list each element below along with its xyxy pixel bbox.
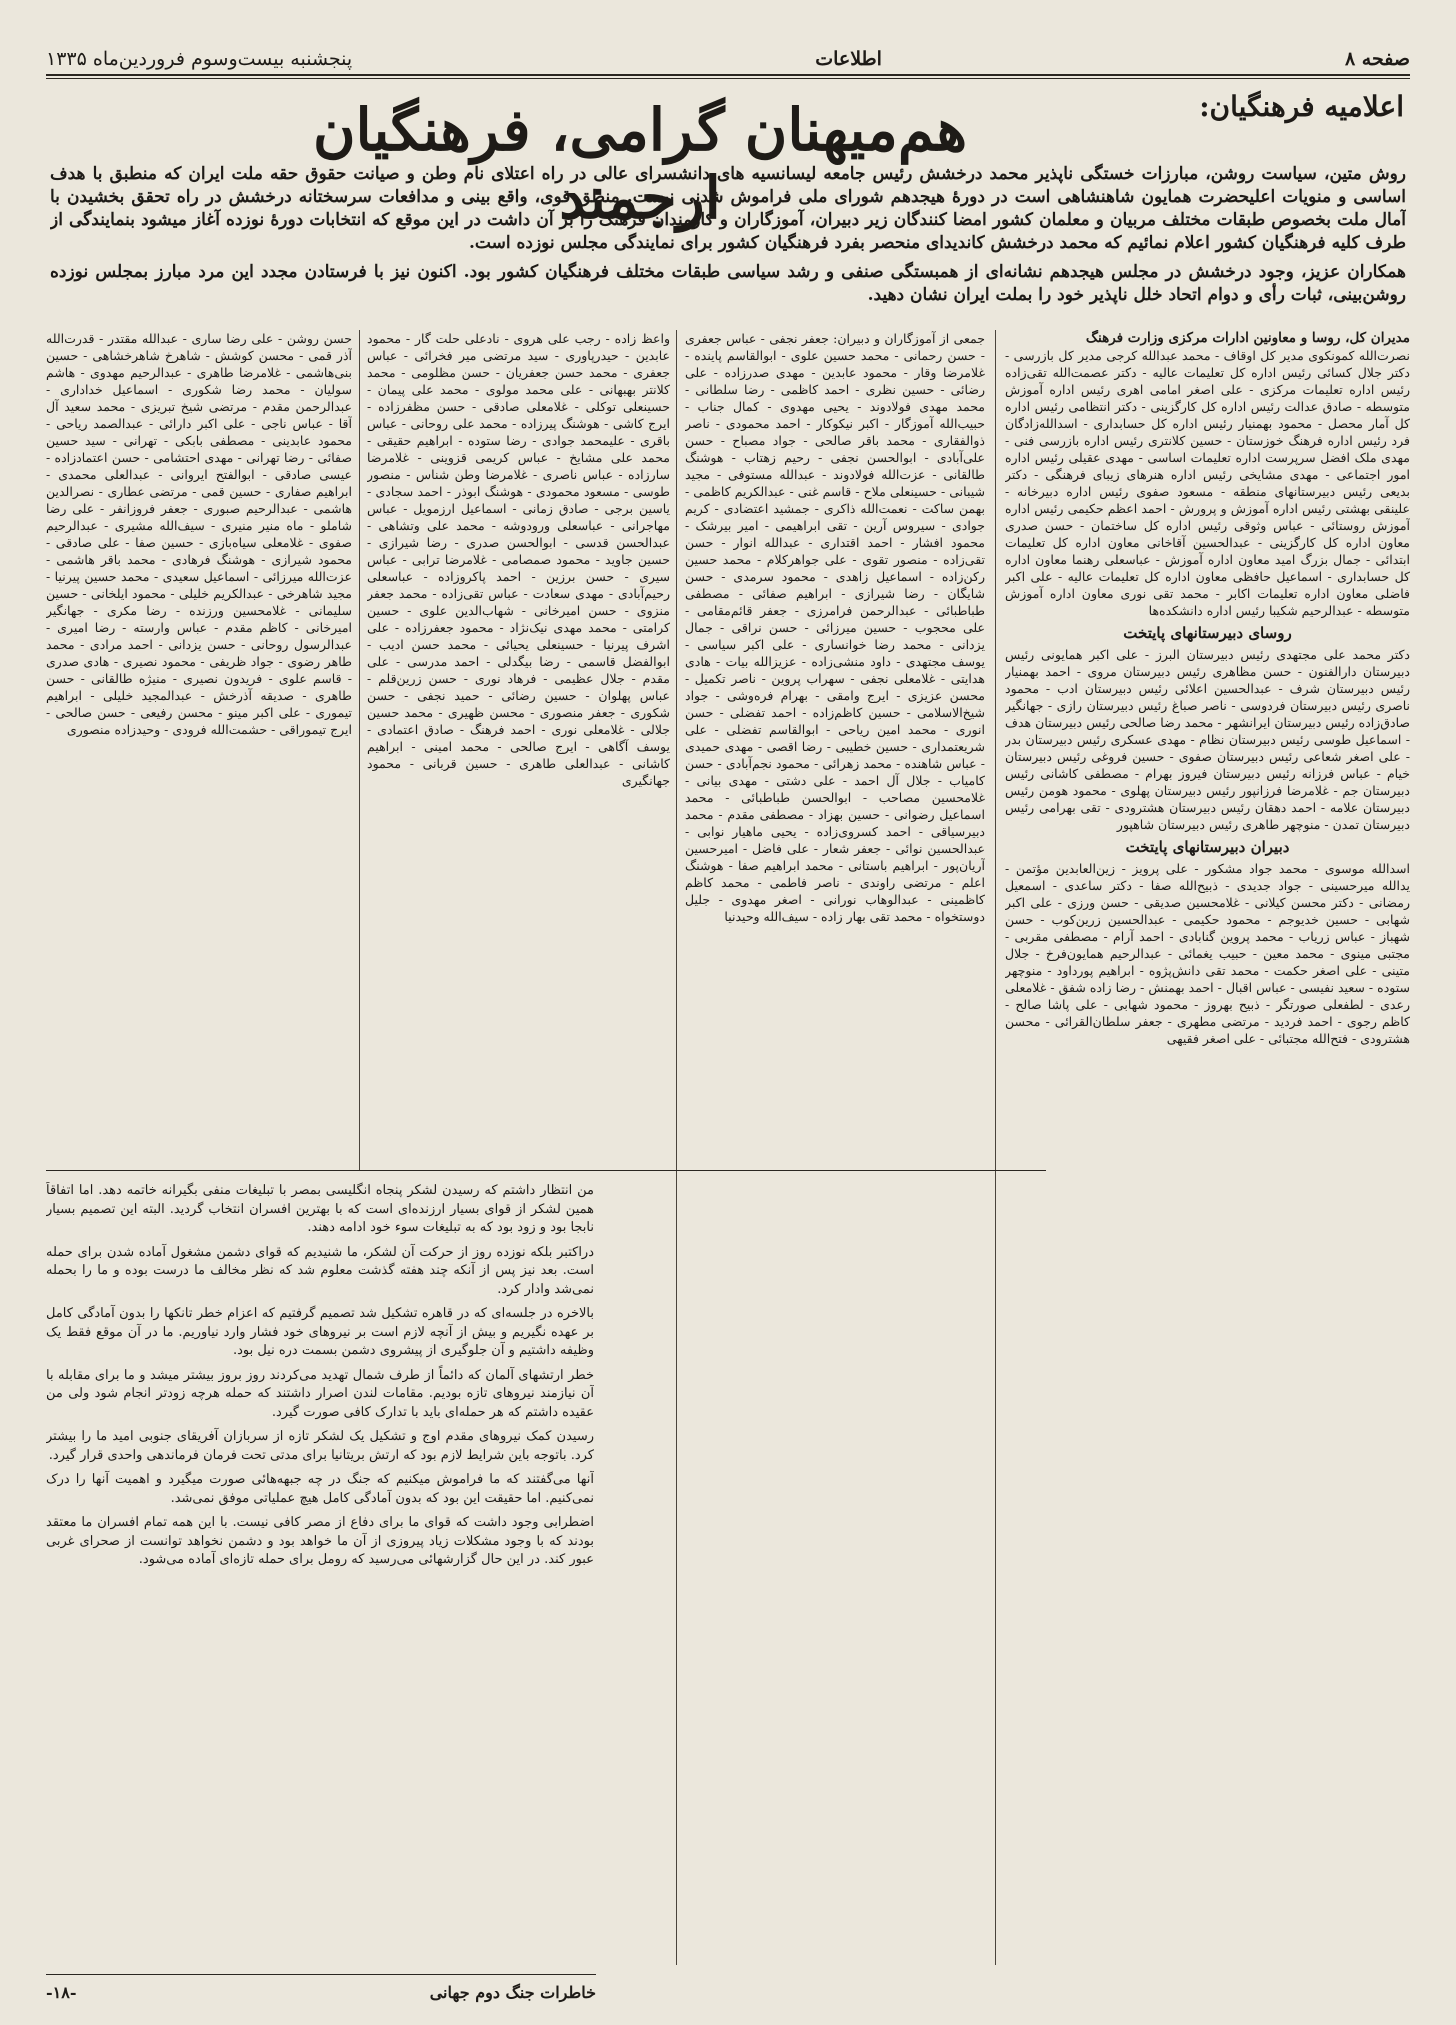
lead-paragraph: روش متین، سیاست روشن، مبارزات خستگی ناپذیر محمد درخشش رئیس جامعه لیسانسیه های دانشسرای عالی در راه اعتلای نام وطن و صیانت حقوق حقه ملت ایران که منطبق با هدف اساسی و منویات اعلیحضرت همایون شاهنشاهی است در دورهٔ هیجدهم شورای ملی فراموش شدنی نیست. منطق قوی، واقع بینی و مدافعات سرسختانه درخشش در راه تحقق بخشیدن با آمال ملت بخصوص طبقات مختلف مربیان و معلمان کشور امضا کنندگان زیر دبیران، آموزگاران و کارمندان فرهنگ را بر آن داشت در این موقع که انتخابات دورهٔ نوزده آغاز میشود بنمایندگی از طرف کلیه فرهنگیان کشور اعلام نمائیم که محمد درخشش کاندیدای منحصر بفرد فرهنگیان کشور برای نمایندگی مجلس نوزده است. xyxy=(50,164,1406,253)
signatory-list: جمعی از آموزگاران و دبیران: جعفر نجفی - عباس جعفری - حسن رحمانی - محمد حسین علوی - ابوالقاسم پاینده - غلامرضا وقار - محمود عابدین - مهدی صدرزاده - علی رضائی - حسین نظری - احمد کاظمی - رضا سلطانی - محمد مهدی فولادوند - یحیی مهدوی - کمال جناب - حبیب‌الله آموزگار - اکبر نیکوکار - احمد محمودی - ناصر ذوالفقاری - محمد باقر صالحی - جواد مصباح - حسن علی‌آبادی - ابوالحسن نجفی - رحیم زهتاب - هوشنگ طالقانی - عزت‌الله فولادوند - عبدالله مستوفی - مجید شیبانی - حسینعلی ملاح - قاسم غنی - عبدالکریم کاظمی - بهمن ساکت - نعمت‌الله ذاکری - جمشید اعتضادی - کریم جوادی - سیروس آرین - تقی ابراهیمی - امیر بیرشک - محمود افشار - احمد اقتداری - عبدالله انوار - حسن تقی‌زاده - منصور تقوی - علی جواهرکلام - محمد حسین رکن‌زاده - اسماعیل زاهدی - محمود سرمدی - حسن شایگان - رضا شیرازی - ابراهیم صفائی - مصطفی طباطبائی - عبدالرحمن فرامرزی - جعفر قائم‌مقامی - علی محجوب - حسین میرزائی - حسن نراقی - جمال یزدانی - محمد رضا خوانساری - علی اکبر سیاسی - یوسف مجتهدی - داود منشی‌زاده - عزیزالله بیات - هادی هدایتی - غلامعلی نجفی - سهراب پروین - ناصر تکمیل - محسن عزیزی - ایرج وامقی - بهرام فره‌وشی - جواد شیخ‌الاسلامی - حسین کاظم‌زاده - احمد تفضلی - حسن انوری - محمد امین ریاحی - ابوالقاسم تفضلی - علی شریعتمداری - حسین خطیبی - رضا اقصی - مهدی حمیدی - عباس شاهنده - محمد زهرائی - محمود نجم‌آبادی - حسن کامیاب - جلال آل احمد - علی دشتی - مهدی بیانی - غلامحسین مصاحب - ابوالحسن طباطبائی - محمد اسماعیل رضوانی - حسین بهزاد - مصطفی مقدم - محمد دبیرسیاقی - احمد کسروی‌زاده - یحیی ماهیار نوابی - عبدالحسین نوائی - جعفر شعار - علی فاضل - امیرحسین آریان‌پور - ابراهیم باستانی - محمد ابراهیم صفا - هوشنگ اعلم - مرتضی راوندی - ناصر فاطمی - محمد کاظم کاظمینی - عبدالوهاب نورانی - اصغر مهدوی - جلیل دوستخواه - محمد تقی بهار زاده - سیف‌الله وحیدنیا xyxy=(685,331,985,924)
war-memoir-story xyxy=(46,1182,594,1965)
column-subheading: دبیران دبیرستانهای پایتخت xyxy=(1125,838,1290,856)
story-page-number: -۱۸- xyxy=(46,1982,77,2002)
column-signatories-4 xyxy=(46,330,352,1160)
paper-name: اطلاعات xyxy=(815,48,882,70)
story-divider xyxy=(46,1170,1046,1171)
story-paragraph: بالاخره در جلسه‌ای که در قاهره تشکیل شد تصمیم گرفتیم که اعزام خطر تانکها را بدون آمادگی کامل بر عهده نگیریم و بیش از آنچه لازم است بر نیروهای خود فشار وارد نیاوریم. ما در آن موقع فقط یک وظیفه داشتیم و آن جلوگیری از پیشروی دشمن بسمت دره نیل بود. xyxy=(46,1306,594,1358)
column-divider xyxy=(676,330,677,1965)
date-line: پنجشنبه بیست‌وسوم فروردین‌ماه ۱۳۳۵ xyxy=(46,48,353,70)
section-label: اعلامیه فرهنگیان: xyxy=(1199,90,1404,123)
column-signatories-3 xyxy=(367,330,670,1160)
story-paragraph: من انتظار داشتم که رسیدن لشکر پنجاه انگلیسی بمصر با تبلیغات منفی بگیرانه خاتمه دهد. اما اتفاقاً همین لشکر از قوای بسیار ارزنده‌ای است که با بهترین افسران انتخاب گردید. البته این تصمیم بسیار نابجا بود و زود بود که به تبلیغات سوء خود ادامه دهند. xyxy=(46,1183,594,1235)
page-number: صفحه ۸ xyxy=(1344,48,1410,70)
signatory-list: اسدالله موسوی - محمد جواد مشکور - علی پرویز - زین‌العابدین مؤتمن - یدالله میرحسینی - جواد جدیدی - ذبیح‌الله صفا - دکتر ساعدی - اسمعیل رمضانی - دکتر محسن کیلانی - غلامحسین صدیقی - حسن ورزی - علی اکبر شهابی - حسین خدیوجم - محمود حکیمی - عبدالحسین زرین‌کوب - حسن شهباز - عباس زریاب - محمد پروین گنابادی - احمد آرام - مصطفی مقربی - مجتبی مینوی - محمد معین - حبیب یغمائی - عبدالرحیم همایون‌فرخ - جلال متینی - علی اصغر حکمت - محمد تقی دانش‌پژوه - ابراهیم پورداود - منوچهر ستوده - سعید نفیسی - عباس اقبال - احمد بهمنش - رضا زاده شفق - غلامعلی رعدی - لطفعلی صورتگر - ذبیح بهروز - محمود شهابی - علی پاشا صالح - کاظم رجوی - احمد فردید - مرتضی مطهری - جعفر سلطان‌القرائی - محسن هشترودی - فتح‌الله مجتبائی - علی اصغر فقیهی xyxy=(1005,861,1410,1046)
lead-statement xyxy=(50,163,1406,323)
signatory-list: دکتر محمد علی مجتهدی رئیس دبیرستان البرز - علی اکبر همایونی رئیس دبیرستان دارالفنون - حسن مظاهری رئیس دبیرستان مروی - احمد بهمنیار رئیس دبیرستان شرف - عبدالحسین اعلائی رئیس دبیرستان ادب - محمود ناصری رئیس دبیرستان فردوسی - ناصر صباغ رئیس دبیرستان رازی - جهانگیر صادق‌زاده رئیس دبیرستان ایرانشهر - محمد رضا صالحی رئیس دبیرستان هدف - اسماعیل طوسی رئیس دبیرستان نظام - مهدی عسکری رئیس دبیرستان بدر - علی اصغر شعاعی رئیس دبیرستان صفوی - حسین فروغی رئیس دبیرستان خیام - عباس فرزانه رئیس دبیرستان فیروز بهرام - مصطفی کاشانی رئیس دبیرستان جم - غلامرضا فرزانپور رئیس دبیرستان پهلوی - محمود هومن رئیس دبیرستان علامه - احمد دهقان رئیس دبیرستان هشترودی - تقی بهرامی رئیس دبیرستان تمدن - منوچهر طاهری رئیس دبیرستان شاهپور xyxy=(1005,647,1410,832)
story-paragraph: رسیدن کمک نیروهای مقدم اوج و تشکیل یک لشکر تازه از سربازان آفریقای جنوبی امید ما را بیشتر کرد. باتوجه باین شرایط لازم بود که ارتش بریتانیا برای مدتی تحت فرمان فرماندهی واحدی قرار گیرد. xyxy=(46,1429,594,1463)
column-divider xyxy=(359,330,360,1170)
story-paragraph: خطر ارتشهای آلمان که دائماً از طرف شمال تهدید می‌کردند روز بروز بیشتر میشد و ما برای مقابله با آن نیازمند نیروهای تازه بودیم. مقامات لندن اصرار داشتند که حمله هرچه زودتر انجام شود ولی من عقیده داشتم که هر حمله‌ای باید با تدارک کافی صورت گیرد. xyxy=(46,1367,594,1420)
story-title: خاطرات جنگ دوم جهانی xyxy=(429,1982,596,2002)
lead-paragraph: همکاران عزیز، وجود درخشش در مجلس هیجدهم نشانه‌ای از همبستگی صنفی و رشد سیاسی طبقات مختلف فرهنگیان کشور بود. اکنون نیز با فرستادن مجدد این مرد مبارز بمجلس نوزده روشن‌بینی، ثبات رأی و دوام اتحاد خلل ناپذیر خود را بملت ایران نشان دهید. xyxy=(50,262,1406,305)
headline: هم‌میهنان گرامی، فرهنگیان ارجمند xyxy=(312,96,968,232)
column-heading: مدیران کل، روسا و معاونین ادارات مرکزی وزارت فرهنگ xyxy=(1085,330,1410,346)
story-paragraph: دراکتبر بلکه نوزده روز از حرکت آن لشکر، ما شنیدیم که قوای دشمن مشغول آماده شدن برای حمله است. بعد نیز پس از آنکه چند هفته گذشت معلوم شد که نظر مخالف ما درست بوده و ما را بحمله نمی‌شد وادار کرد. xyxy=(46,1244,594,1297)
column-teachers xyxy=(685,330,985,1965)
story-footer xyxy=(46,1974,596,2009)
signatory-columns xyxy=(46,330,1410,2002)
signatory-list: نصرت‌الله کمونکوی مدیر کل اوقاف - محمد عبدالله کرجی مدیر کل بازرسی - دکتر جلال کسائی رئیس اداره کل تعلیمات عالیه - دکتر عصمت‌الله تقی‌زاده رئیس اداره تعلیمات مرکزی - علی اصغر امامی اهری رئیس اداره آموزش متوسطه - صادق عدالت رئیس اداره کل کارگزینی - دکتر انتظامی رئیس اداره کل آمار محصل - محمود بهمنیار رئیس اداره کل حسابداری - اسدالله‌زادگان فرد رئیس اداره فرهنگ خوزستان - حسین کلانتری رئیس اداره بازرسی فنی - مهدی ملک افضل سرپرست اداره تعلیمات اساسی - مهدی عقیلی رئیس اداره امور اجتماعی - مهدی مشایخی رئیس اداره هنرهای زیبای فرهنگی - دکتر بدیعی رئیس دبیرستانهای منطقه - مسعود صفوی رئیس اداره دبیرخانه - علینقی بهشتی رئیس اداره آموزش و پرورش - احمد اعظم حکیمی رئیس اداره آموزش روستائی - عباس وثوقی رئیس اداره کل ساختمان - حسن صدری معاون اداره کل کارگزینی - عبدالحسین آقاخانی معاون اداره کل تعلیمات ابتدائی - جمال بزرگ امید معاون اداره آموزش - عباسعلی رهنما معاون اداره کل حسابداری - اسماعیل حافظی معاون اداره کل تعلیمات عالیه - علی اکبر فاضلی معاون اداره تعلیمات اکابر - محمد تقی نوری معاون اداره آموزش متوسطه - عبدالرحیم شکیبا رئیس اداره دانشکده‌ها xyxy=(1005,348,1410,618)
signatory-list: واعظ زاده - رجب علی هروی - نادعلی حلت گار - محمود عابدین - حیدرپاوری - سید مرتضی میر فخرائی - عباس جعفری - محمد حسن جعفریان - حسن مظلومی - محمد کلانتر بهبهانی - علی محمد مولوی - محمد علی پیمان - حسینعلی توکلی - غلامعلی صادقی - حسن مظفرزاده - ایرج کاشی - هوشنگ پیرزاده - محمد علی روحانی - عباس باقری - علیمحمد جوادی - رضا ستوده - ابراهیم حقیقی - محمد علی مشایخ - عباس کریمی قزوینی - غلامرضا سارزاده - عباس ناصری - غلامرضا وطن شناس - منصور طوسی - مسعود محمودی - هوشنگ ابوذر - احمد سجادی - یاسین برجی - صادق زمانی - اسماعیل ارزمویل - عباس مهاجرانی - عباسعلی ورودوشه - محمد علی وتشاهی - عبدالحسن قدسی - ابوالحسن صدری - رضا شیرازی - حسین جاوید - محمود صمصامی - غلامرضا ترابی - عباس سیری - حسن برزین - احمد پاکروزاده - عباسعلی رحیم‌آبادی - مهدی سعادت - عباس تقی‌زاده - محمد جعفر منزوی - حسن امیرخانی - شهاب‌الدین علوی - حسین کرامتی - محمد مهدی نیک‌نژاد - محمود جعفرزاده - علی اشرف پیرنیا - حسینعلی یحیائی - محمد حسن ادیب - ابوالفضل قاسمی - رضا بیگدلی - احمد مدرسی - علی مقدم - جلال عظیمی - فرهاد نوری - حسن زرین‌قلم - عباس پهلوان - حسین رضائی - حمید نجفی - حسن شکوری - جعفر منصوری - محسن ظهیری - محمد حسین جلالی - غلامعلی نوری - احمد فرهنگ - صادق اعتمادی - یوسف آگاهی - ایرج صالحی - محمد امینی - ابراهیم کاشانی - عبدالعلی طاهری - حسین قربانی - محمود جهانگیری xyxy=(367,331,670,788)
story-paragraph: اضطرابی وجود داشت که قوای ما برای دفاع از مصر کافی نیست. با این همه تمام افسران ما معتقد بودند که با وجود مشکلات زیاد پیروزی از آن ما خواهد بود و دشمن نخواهد توانست از صحرای غربی عبور کند. در این حال گزارشهائی می‌رسید که رومل برای حمله تازه‌ای آماده می‌شود. xyxy=(46,1515,594,1567)
signatory-list: حسن روشن - علی رضا ساری - عبدالله مقتدر - قدرت‌الله آذر قمی - محسن کوشش - شاهرخ شاهرخشاهی - حسین بنی‌هاشمی - غلامرضا طاهری - عبدالرحیم مهدوی - هاشم سولیان - محمد رضا شکوری - اسماعیل خداداری - عبدالرحمن مقدم - مرتضی شیخ تبریزی - محمد سعید آل آقا - عباس ناجی - علی اکبر دارائی - عبدالصمد ریاحی - محمود عابدینی - مصطفی بابکی - تهرانی - سید حسین صفائی - رضا تهرانی - مهدی احتشامی - حسن اعتمادزاده - عیسی صادقی - ابوالفتح ایروانی - عبدالعلی محمدی - ابراهیم صفاری - حسین قمی - مرتضی عطاری - نصرالدین هاشمی - عبدالرحیم صبوری - جعفر فروزانفر - علی رضا شاملو - ماه منیر منیری - سیف‌الله مشیری - عبدالرحیم صفوی - غلامعلی سیاه‌بازی - حسین صفا - علی صادقی - محمود شیرازی - هوشنگ فرهادی - محمد باقر هاشمی - عزت‌الله میرزائی - اسماعیل سعیدی - محمد حسین پیرنیا - مجید شاهرخی - عبدالکریم خلیلی - محمود ایلخانی - حسین سلیمانی - غلامحسین ورزنده - رضا مکری - جهانگیر امیرخانی - کاظم مقدم - عباس وارسته - رضا امیری - عبدالرسول روحانی - حسن یزدانی - احمد مرادی - محمد طاهر رضوی - جواد ظریفی - محمود نصیری - هادی صدری - قاسم علوی - فریدون نصیری - منیژه طالقانی - حسن طاهری - صدیقه آذرخش - عبدالمجید خلیلی - ابراهیم تیموری - علی اکبر مینو - محسن رفیعی - حسن صالحی - ایرج تیموراقی - حشمت‌الله فرودی - وحیدزاده منصوری xyxy=(46,331,352,737)
column-subheading: روسای دبیرستانهای پایتخت xyxy=(1123,624,1292,642)
masthead xyxy=(46,44,1410,76)
column-directors xyxy=(1005,330,1410,1965)
story-paragraph: آنها می‌گفتند که ما فراموش میکنیم که جنگ در چه جبهه‌هائی صورت میگیرد و اهمیت آنها را درک نمی‌کنیم. اما حقیقت این بود که بدون آمادگی کامل هیچ عملیاتی موفق نمی‌شد. xyxy=(46,1472,594,1506)
column-divider xyxy=(995,330,996,1965)
masthead-rule xyxy=(46,78,1410,79)
